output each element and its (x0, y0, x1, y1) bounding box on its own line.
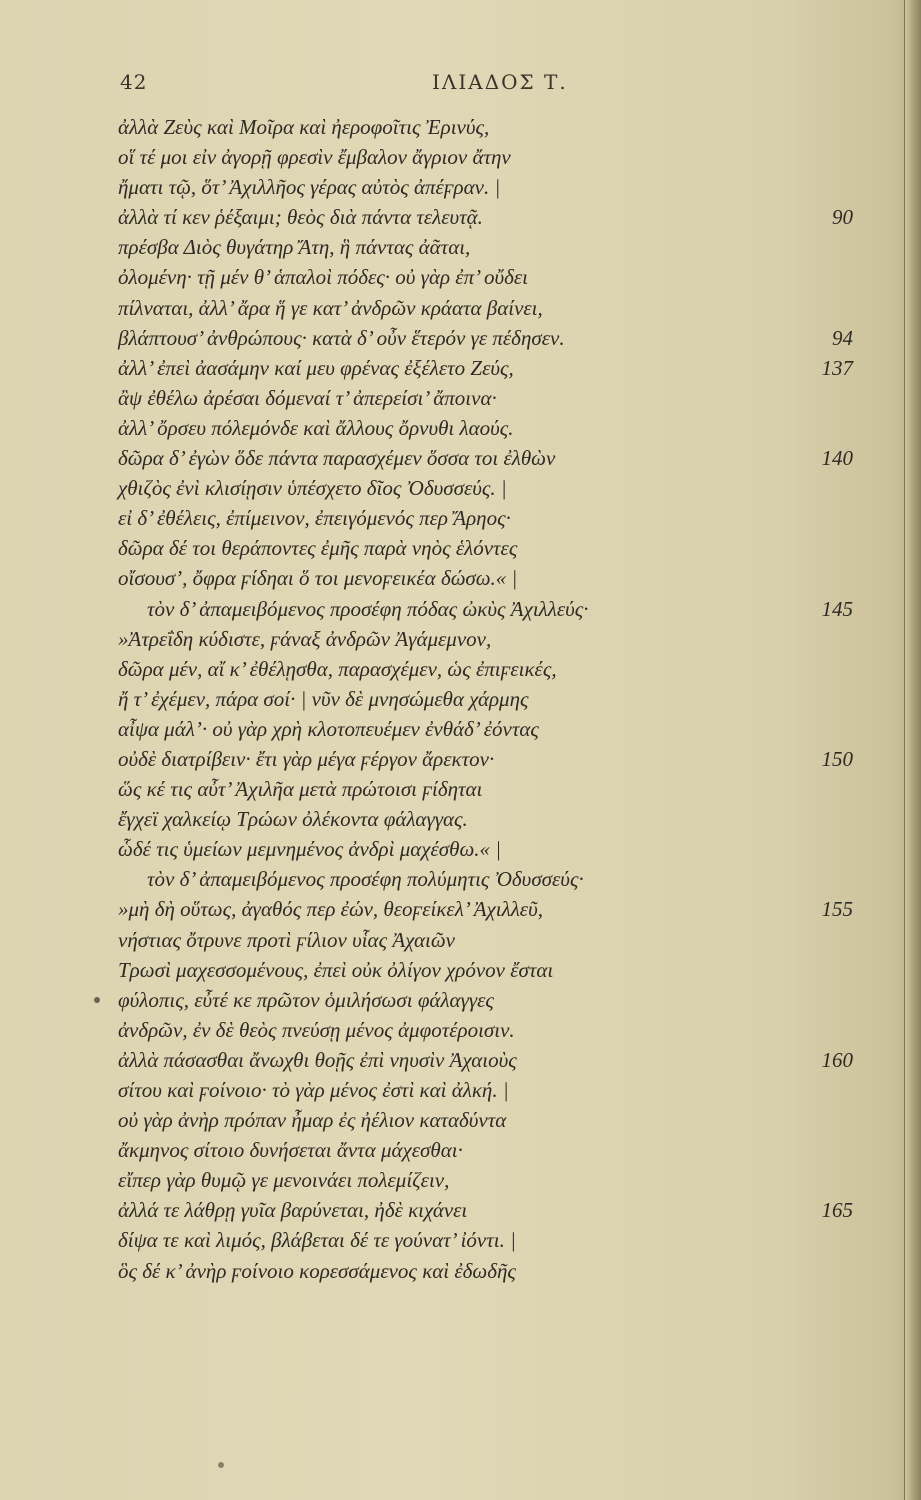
verse-line (0, 1075, 905, 1105)
verse-text: ἀλλὰ τί κεν ῥέξαιμι; θεὸς διὰ πάντα τελευτᾷ. (118, 205, 483, 230)
verse-line (0, 1015, 905, 1045)
verse-text: ὧδέ τις ὑμείων μεμνημένος ἀνδρὶ μαχέσθω.« | (118, 837, 502, 862)
verse-text: ἂψ ἐθέλω ἀρέσαι δόμεναί τ’ ἀπερείσι’ ἄποινα· (118, 385, 497, 410)
verse-text: οἵ τέ μοι εἰν ἀγορῇ φρεσὶν ἔμβαλον ἄγριον ἄτην (118, 145, 511, 170)
verse-text: ὀλομένη· τῇ μέν θ’ ἁπαλοὶ πόδες· οὐ γὰρ ἐπ’ οὔδει (118, 265, 529, 290)
verse-text: πρέσβα Διὸς θυγάτηρ Ἄτη, ἣ πάντας ἀᾶται, (118, 235, 471, 260)
verse-text: νήστιας ὄτρυνε προτὶ ϝίλιον υἷας Ἀχαιῶν (118, 927, 455, 952)
verse-line (0, 594, 905, 624)
verse-text: ὃς δέ κ’ ἀνὴρ ϝοίνοιο κορεσσάμενος καὶ ἐδωδῆς (118, 1258, 516, 1283)
verse-text: τὸν δ’ ἀπαμειβόμενος προσέφη πόδας ὠκὺς Ἀχιλλεύς· (147, 596, 589, 621)
verse-line (0, 1105, 905, 1135)
verse-text: »μὴ δὴ οὕτως, ἀγαθός περ ἐών, θεοϝείκελ’ Ἀχιλλεῦ, (118, 897, 543, 922)
verse-line (0, 714, 905, 744)
verse-line (0, 563, 905, 593)
verse-text: αἶψα μάλ’· οὐ γὰρ χρὴ κλοτοπευέμεν ἐνθάδ’ ἐόντας (118, 716, 539, 741)
verse-text: δῶρα μέν, αἴ κ’ ἐθέλῃσθα, παρασχέμεν, ὡς ἐπιϝεικές, (118, 656, 557, 681)
verse-text: ἀλλ’ ὄρσευ πόλεμόνδε καὶ ἄλλους ὄρνυθι λαούς. (118, 415, 514, 440)
verse-line (0, 262, 905, 292)
verse-line (0, 533, 905, 563)
verse-text: ἤματι τῷ, ὅτ’ Ἀχιλλῆος γέρας αὐτὸς ἀπέϝραν. | (118, 175, 501, 200)
verse-line (0, 323, 905, 353)
verse-line (0, 864, 905, 894)
verse-text: ὥς κέ τις αὖτ’ Ἀχιλῆα μετὰ πρώτοισι ϝίδηται (118, 777, 483, 802)
verse-text: οἴσουσ’, ὄφρα ϝίδηαι ὅ τοι μενοϝεικέα δώσω.« | (118, 566, 518, 591)
verse-line (0, 443, 905, 473)
verse-line (0, 1045, 905, 1075)
verse-text: δῶρα δέ τοι θεράποντες ἐμῆς παρὰ νηὸς ἑλόντες (118, 536, 518, 561)
verse-text: ἀλλ’ ἐπεὶ ἀασάμην καί μευ φρένας ἐξέλετο Ζεύς, (118, 355, 514, 380)
verse-line (0, 202, 905, 232)
verse-block (0, 112, 905, 1286)
margin-mark (94, 997, 100, 1003)
verse-line (0, 293, 905, 323)
verse-line (0, 744, 905, 774)
verse-line (0, 232, 905, 262)
verse-line (0, 804, 905, 834)
page-number: 42 (120, 70, 148, 94)
verse-text: ἀλλά τε λάθρῃ γυῖα βαρύνεται, ἠδὲ κιχάνει (118, 1198, 468, 1223)
page-mark (218, 1462, 224, 1468)
verse-text: δίψα τε καὶ λιμός, βλάβεται δέ τε γούνατ’ ἰόντι. | (118, 1228, 516, 1253)
running-title: ΙΛΙΑΔΟΣ Τ. (432, 70, 568, 94)
verse-line (0, 503, 905, 533)
page-header (120, 70, 820, 100)
line-number: 160 (821, 1047, 853, 1072)
verse-text: ἤ τ’ ἐχέμεν, πάρα σοί· | νῦν δὲ μνησώμεθα χάρμης (118, 686, 529, 711)
verse-line (0, 1165, 905, 1195)
verse-text: οὐδὲ διατρίβειν· ἔτι γὰρ μέγα ϝέργον ἄρεκτον· (118, 746, 495, 771)
line-number: 150 (821, 746, 853, 771)
verse-text: Τρωσὶ μαχεσσομένους, ἐπεὶ οὐκ ὀλίγον χρόνον ἔσται (118, 957, 554, 982)
verse-line (0, 353, 905, 383)
verse-line (0, 1225, 905, 1255)
verse-text: δῶρα δ’ ἐγὼν ὅδε πάντα παρασχέμεν ὅσσα τοι ἐλθὼν (118, 446, 556, 471)
verse-line (0, 925, 905, 955)
verse-line (0, 172, 905, 202)
verse-line (0, 834, 905, 864)
line-number: 145 (821, 596, 853, 621)
verse-line (0, 473, 905, 503)
verse-line (0, 413, 905, 443)
verse-text: »Ἀτρεΐδη κύδιστε, ϝάναξ ἀνδρῶν Ἀγάμεμνον, (118, 626, 492, 651)
verse-line (0, 1135, 905, 1165)
verse-text: σίτου καὶ ϝοίνοιο· τὸ γὰρ μένος ἐστὶ καὶ ἀλκή. | (118, 1078, 509, 1102)
line-number: 155 (821, 897, 853, 922)
verse-line (0, 985, 905, 1015)
verse-text: ἀνδρῶν, ἐν δὲ θεὸς πνεύσῃ μένος ἀμφοτέροισιν. (118, 1017, 515, 1042)
verse-line (0, 955, 905, 985)
verse-text: ἔγχεϊ χαλκείῳ Τρώων ὀλέκοντα φάλαγγας. (118, 807, 468, 832)
verse-line (0, 142, 905, 172)
page-gutter (904, 0, 921, 1500)
line-number: 137 (821, 355, 853, 380)
line-number: 90 (832, 205, 853, 230)
line-number: 94 (832, 325, 853, 350)
line-number: 165 (821, 1198, 853, 1223)
verse-line (0, 624, 905, 654)
verse-text: εἰ δ’ ἐθέλεις, ἐπίμεινον, ἐπειγόμενός περ Ἄρηος· (118, 506, 511, 531)
line-number: 140 (821, 446, 853, 471)
verse-text: ἀλλὰ πάσασθαι ἄνωχθι θοῇς ἐπὶ νηυσὶν Ἀχαιοὺς (118, 1047, 517, 1072)
verse-line (0, 774, 905, 804)
verse-text: φύλοπις, εὖτέ κε πρῶτον ὁμιλήσωσι φάλαγγες (118, 987, 494, 1012)
verse-line (0, 684, 905, 714)
verse-line (0, 894, 905, 924)
verse-text: χθιζὸς ἐνὶ κλισίῃσιν ὑπέσχετο δῖος Ὀδυσσεύς. | (118, 476, 507, 501)
verse-line (0, 112, 905, 142)
verse-line (0, 1195, 905, 1225)
verse-text: πίλναται, ἀλλ’ ἄρα ἥ γε κατ’ ἀνδρῶν κράατα βαίνει, (118, 295, 543, 320)
verse-text: βλάπτουσ’ ἀνθρώπους· κατὰ δ’ οὖν ἕτερόν γε πέδησεν. (118, 325, 565, 350)
verse-line (0, 383, 905, 413)
verse-line (0, 1256, 905, 1286)
verse-text: οὐ γὰρ ἀνὴρ πρόπαν ἦμαρ ἐς ἠέλιον καταδύντα (118, 1108, 507, 1133)
verse-text: τὸν δ’ ἀπαμειβόμενος προσέφη πολύμητις Ὀδυσσεύς· (147, 867, 584, 892)
verse-line (0, 654, 905, 684)
verse-text: ἄκμηνος σίτοιο δυνήσεται ἄντα μάχεσθαι· (118, 1138, 463, 1163)
verse-text: ἀλλὰ Ζεὺς καὶ Μοῖρα καὶ ἠεροφοῖτις Ἐρινύς, (118, 115, 490, 139)
verse-text: εἴπερ γὰρ θυμῷ γε μενοινάει πολεμίζειν, (118, 1168, 450, 1193)
